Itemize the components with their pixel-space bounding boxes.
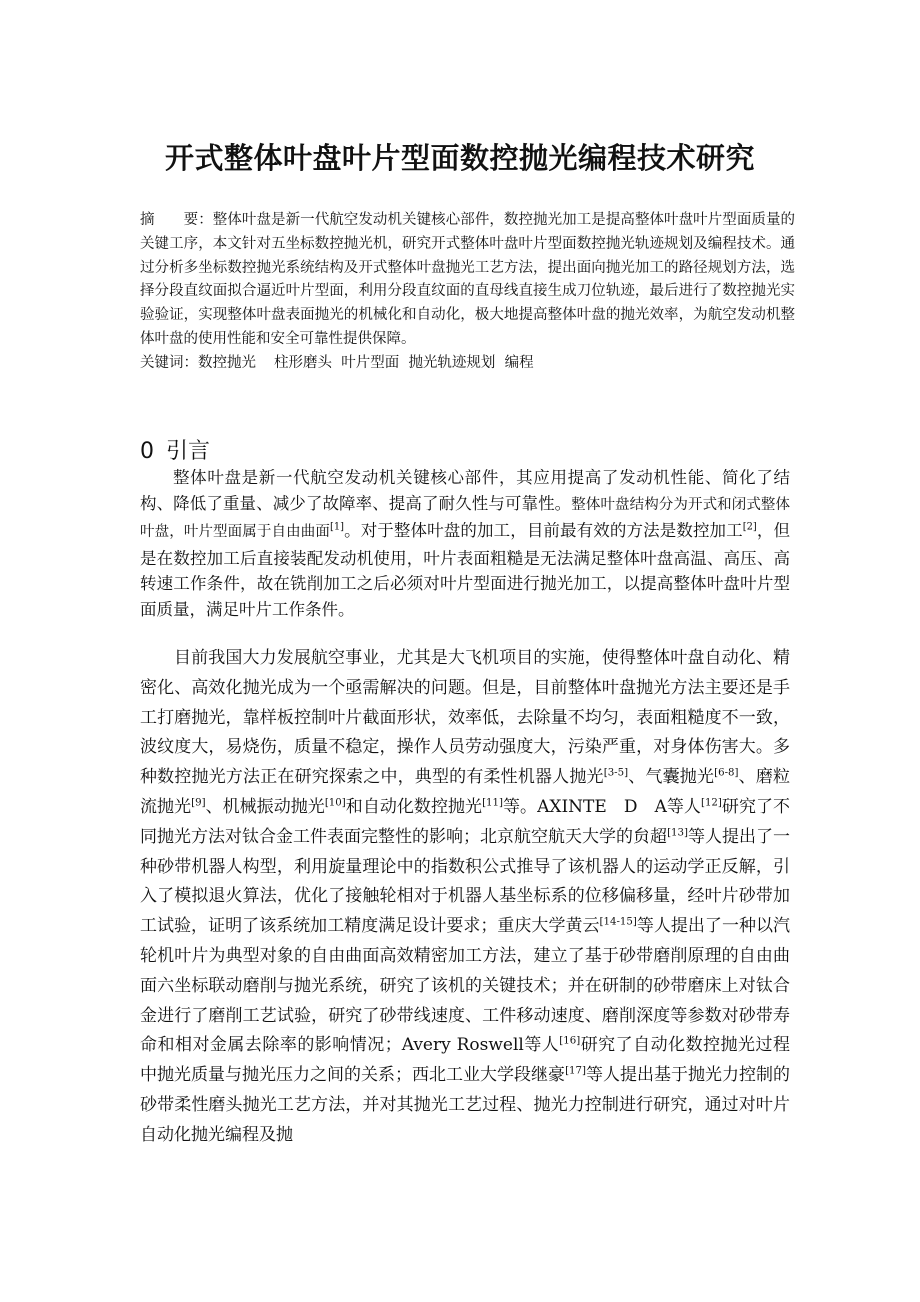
- section-title: 引言: [166, 439, 211, 464]
- citation: [11]: [482, 797, 503, 809]
- abstract-block: [140, 209, 795, 376]
- citation: [1]: [329, 521, 344, 533]
- text-run: 、磨粒流抛光: [140, 767, 791, 817]
- keyword: 柱形磨头: [274, 354, 332, 371]
- citation: [12]: [700, 797, 722, 809]
- paper-title: 开式整体叶盘叶片型面数控抛光编程技术研究: [164, 141, 755, 175]
- citation: [6-8]: [714, 767, 739, 779]
- keywords-line: [140, 352, 795, 376]
- sentence: 整体叶盘是新一代航空发动机关键核心部件，其应用提高了发动机性能、简化了结构、降低了重量、减少了故障率、提高了耐久性与可靠性。: [140, 468, 790, 513]
- text-run: 等人提出了一种砂带机器人构型，利用旋量理论中的指数积公式推导了该机器人的运动学正反解，引入了模拟退火算法，优化了接触轮相对于机器人基坐标系的位移偏移量，经叶片砂带加工试验，证明了该系统加工精度满足设计要求；重庆大学黄云: [140, 826, 791, 937]
- sentence: ，但是在数控加工后直接装配发动机使用，叶片表面粗糙是无法满足整体叶盘高温、高压、高转速工作条件，故在铣削加工之后必须对叶片型面进行抛光加工，以提高整体叶盘叶片型面质量，满足叶片工作条件。: [140, 521, 791, 619]
- keyword: 编程: [504, 354, 534, 371]
- text-run: 研究了不同抛光方法对钛合金工件表面完整性的影响；北京航空航天大学的贠超: [140, 796, 791, 847]
- citation: [10]: [324, 797, 346, 809]
- citation: [14-15]: [599, 916, 637, 928]
- text-run: 、机械振动抛光: [205, 796, 325, 817]
- section-number: 0: [140, 439, 154, 464]
- text-run: 等。AXINTE D A等人: [502, 796, 701, 817]
- sentence: 整体叶盘结构分为开式和闭式整体叶盘，叶片型面属于自由曲面: [140, 496, 791, 540]
- citation: [17]: [565, 1065, 586, 1077]
- paragraph: [140, 465, 790, 622]
- citation: [16]: [559, 1035, 581, 1047]
- citation: [13]: [667, 827, 688, 839]
- text-run: 目前我国大力发展航空事业，尤其是大飞机项目的实施，使得整体叶盘自动化、精密化、高效化抛光成为一个亟需解决的问题。但是，目前整体叶盘抛光方法主要还是手工打磨抛光，靠样板控制叶片截面形状，效率低，去除量不均匀，表面粗糙度不一致，波纹度大，易烧伤，质量不稳定，操作人员劳动强度大，污染严重，对身体伤害大。多种数控抛光方法正在研究探索之中，典型的有柔性机器人抛光: [140, 648, 790, 788]
- intro-paragraph-1: [140, 465, 790, 622]
- abstract-text: 整体叶盘是新一代航空发动机关键核心部件，数控抛光加工是提高整体叶盘叶片型面质量的关键工序，本文针对五坐标数控抛光机，研究开式整体叶盘叶片型面数控抛光轨迹规划及编程技术。通过分析多坐标数控抛光系统结构及开式整体叶盘抛光工艺方法，提出面向抛光加工的路径规划方法，选择分段直纹面拟合逼近叶片型面，利用分段直纹面的直母线直接生成刀位轨迹，最后进行了数控抛光实验验证，实现整体叶盘表面抛光的机械化和自动化，极大地提高整体叶盘的抛光效率，为航空发动机整体叶盘的使用性能和安全可靠性提供保障。: [140, 212, 796, 347]
- keyword: 叶片型面: [341, 354, 400, 371]
- paragraph: [140, 644, 790, 1151]
- text-run: 和自动化数控抛光: [345, 796, 483, 817]
- section-heading: [140, 434, 210, 465]
- citation: [3-5]: [603, 767, 629, 779]
- sentence: 。对于整体叶盘的加工，目前最有效的方法是数控加工: [343, 521, 743, 540]
- citation: [9]: [191, 797, 206, 809]
- citation: [2]: [742, 521, 757, 533]
- keyword: 数控抛光: [198, 354, 256, 371]
- keyword: 抛光轨迹规划: [408, 354, 496, 371]
- abstract-label: 摘 要：: [140, 212, 213, 228]
- keywords-label: 关键词：: [140, 354, 198, 371]
- abstract-paragraph: [140, 209, 795, 352]
- intro-paragraph-2: [140, 644, 790, 1151]
- text-run: 等人提出基于抛光力控制的砂带柔性磨头抛光工艺方法，并对其抛光工艺过程、抛光力控制进行研究，通过对叶片自动化抛光编程及抛: [140, 1065, 791, 1145]
- text-run: 研究了自动化数控抛光过程中抛光质量与抛光压力之间的关系；西北工业大学段继豪: [140, 1035, 790, 1086]
- text-run: 、气囊抛光: [628, 767, 715, 788]
- text-run: 等人提出了一种以汽轮机叶片为典型对象的自由曲面高效精密加工方法，建立了基于砂带磨削原理的自由曲面六坐标联动磨削与抛光系统，研究了该机的关键技术；并在研制的砂带磨床上对钛合金进行了磨削工艺试验，研究了砂带线速度、工件移动速度、磨削深度等参数对砂带寿命和相对金属去除率的影响情况；Avery Roswell等人: [140, 916, 791, 1056]
